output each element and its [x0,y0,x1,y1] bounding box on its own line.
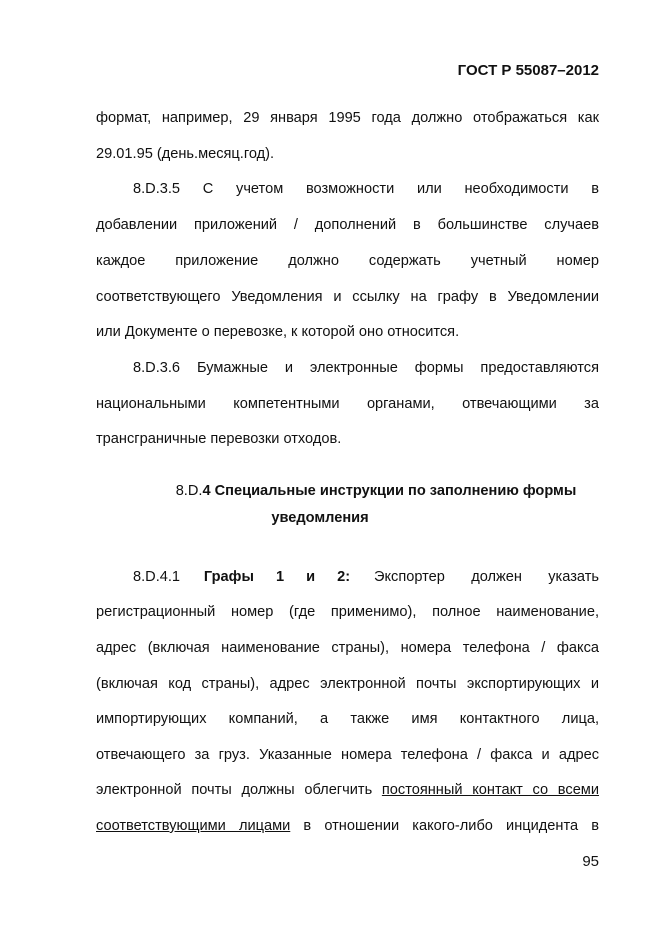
heading-title: 4 Специальные инструкции по заполнению формы [202,483,577,499]
text-line: соответствующего Уведомления и ссылку на графу в Уведомлении [96,289,599,305]
clause-number: 8.D.4.1 [133,569,181,585]
page-number: 95 [582,853,599,870]
text-line: (включая код страны), адрес электронной почты экспортирующих и [96,676,599,692]
section-heading-cont: уведомления [271,510,369,526]
text-line: 29.01.95 (день.месяц.год). [96,146,275,162]
heading-number: 8.D. [175,483,203,499]
underlined-text: постоянный контакт со всеми [381,782,599,798]
text-line: импортирующих компаний, а также имя контактного лица, [96,711,599,727]
text-line: отвечающего за груз. Указанные номера телефона / факса и адрес [96,747,599,763]
text-segment: электронной почты должны облегчить [96,782,382,798]
text-line: трансграничные перевозки отходов. [96,431,342,447]
text-line: адрес (включая наименование страны), номера телефона / факса [96,640,599,656]
clause-8d36: 8.D.3.6 Бумажные и электронные формы предоставляются [133,360,599,376]
text-line: формат, например, 29 января 1995 года должно отображаться как [96,110,599,126]
text-line: национальными компетентными органами, отвечающими за [96,396,599,412]
clause-title: Графы 1 и 2: [203,569,351,585]
text-line: каждое приложение должно содержать учетный номер [96,253,599,269]
section-heading [96,482,656,500]
text-line [96,781,599,799]
text-segment: в отношении какого-либо инцидента в [290,818,600,834]
document-code: ГОСТ Р 55087–2012 [457,62,599,79]
clause-text: Экспортер должен указать [374,569,599,585]
clause-8d35: 8.D.3.5 С учетом возможности или необходимости в [133,181,599,197]
text-line: или Документе о перевозке, к которой оно относится. [96,324,460,340]
clause-8d41 [133,568,599,586]
underlined-text: соответствующими лицами [96,818,291,834]
text-line: регистрационный номер (где применимо), полное наименование, [96,604,599,620]
text-line: добавлении приложений / дополнений в большинстве случаев [96,217,599,233]
text-line [96,817,599,835]
